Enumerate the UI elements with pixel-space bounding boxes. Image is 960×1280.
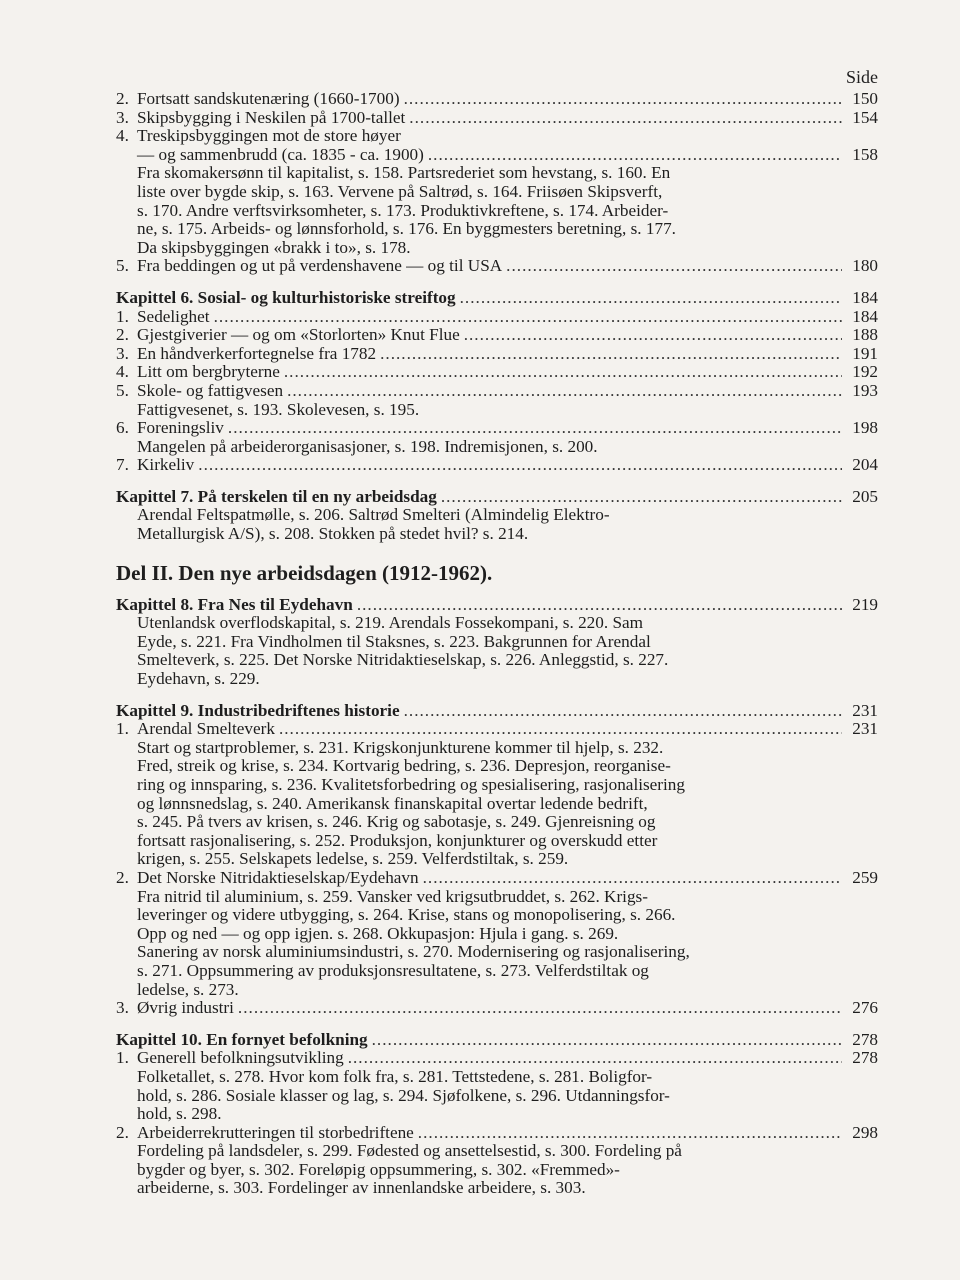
dot-leader [228,419,842,438]
toc-subtopics: Mangelen på arbeiderorganisasjoner, s. 198. Indremisjonen, s. 200. [137,436,598,456]
toc-subtopics: s. 170. Andre verftsvirksomheter, s. 173. Produktivkreftene, s. 174. Arbeider- [137,200,669,220]
entry-title: Generell befolkningsutvikling [137,1048,344,1068]
toc-subtopics: ring og innsparing, s. 236. Kvalitetsforbedring og spesialisering, rasjonalisering [137,775,685,794]
dot-leader [372,1031,842,1050]
page-number: 154 [852,107,878,127]
chapter-title: Kapittel 9. Industribedriftenes historie [116,700,400,720]
toc-entry [116,146,878,165]
entry-number: 7. [116,455,129,475]
toc-subtopics: ne, s. 175. Arbeids- og lønnsforhold, s. 176. En byggmesters beretning, s. 177. [137,219,676,239]
entry-number: 5. [116,380,129,400]
chapter-title: Kapittel 7. På terskelen til en ny arbeidsdag [116,486,437,506]
page-number: 188 [852,325,878,345]
toc-subtopics: fortsatt rasjonalisering, s. 252. Produksjon, konjunkturer og overskudd etter [137,830,658,850]
toc-entry [116,257,878,276]
entry-title: Arbeiderrekrutteringen til storbedriftene [137,1122,414,1142]
dot-leader [284,363,842,382]
toc-entry [116,456,878,475]
page-column-header: Side [845,67,878,87]
entry-number: 3. [116,998,129,1018]
entry-title: Gjestgiverier — og om «Storlorten» Knut Flue [137,325,460,345]
entry-title: Fortsatt sandskutenæring (1660-1700) [137,89,400,108]
dot-leader [198,456,842,475]
toc-subtopics: Fra skomakersønn til kapitalist, s. 158. Partsrederiet som hevstang, s. 160. En [137,163,671,183]
section-gap [116,1018,878,1031]
page-number: 276 [852,998,878,1018]
toc-subtopics: Da skipsbyggingen «brakk i to», s. 178. [137,237,411,257]
dot-leader [460,289,842,308]
entry-number: 1. [116,306,129,326]
dot-leader [409,109,842,128]
page-number: 184 [852,287,878,307]
dot-leader [441,488,842,507]
toc-entry [116,109,878,128]
toc-entry [116,999,878,1018]
entry-number: 6. [116,418,129,438]
page-number: 278 [852,1048,878,1068]
toc-subtopics: Sanering av norsk aluminiumsindustri, s. 270. Modernisering og rasjonalisering, [137,942,690,962]
entry-number: 5. [116,256,129,276]
toc-subtopics: arbeiderne, s. 303. Fordelinger av innenlandske arbeidere, s. 303. [137,1178,586,1198]
page-number: 278 [852,1029,878,1049]
chapter-entry [116,289,878,308]
page-number: 193 [852,380,878,400]
entry-title: Kirkeliv [137,455,195,475]
page-number: 180 [852,256,878,276]
page-number: 231 [852,700,878,720]
dot-leader [279,720,842,739]
entry-title: Skipsbygging i Neskilen på 1700-tallet [137,107,406,127]
section-gap [116,475,878,488]
section-gap [116,689,878,702]
toc-entry [116,1049,878,1068]
toc-subtopics: Opp og ned — og opp igjen. s. 268. Okkupasjon: Hjula i gang. s. 269. [137,923,619,943]
entry-title: Arendal Smelteverk [137,719,275,739]
entry-title: Øvrig industri [137,998,234,1018]
dot-leader [418,1124,842,1143]
dot-leader [348,1049,842,1068]
toc-entry [116,127,878,146]
toc-subtopics: Folketallet, s. 278. Hvor kom folk fra, s. 281. Tettstedene, s. 281. Boligfor- [137,1066,653,1086]
entry-number: 3. [116,343,129,363]
toc-subtopics: hold, s. 298. [137,1104,222,1124]
toc-subtopics: Arendal Feltspatmølle, s. 206. Saltrød Smelteri (Almindelig Elektro- [137,505,610,525]
dot-leader [423,869,842,888]
dot-leader [238,999,842,1018]
toc-subtopics: Fred, streik og krise, s. 234. Kortvarig bedring, s. 236. Depresjon, reorganise- [137,756,671,776]
page-number: 191 [852,343,878,363]
toc-entry [116,345,878,364]
page-number: 192 [852,362,878,382]
dot-leader [404,90,842,109]
chapter-entry [116,1031,878,1050]
page-number: 205 [852,486,878,506]
entry-title: Litt om bergbryterne [137,362,280,382]
toc-subtopics: s. 271. Oppsummering av produksjonsresultatene, s. 273. Velferdstiltak og [137,960,649,980]
chapter-title: Kapittel 6. Sosial- og kulturhistoriske streiftog [116,287,456,307]
toc-subtopics: bygder og byer, s. 302. Foreløpig oppsummering, s. 302. «Fremmed»- [137,1159,620,1179]
entry-title: En håndverkerfortegnelse fra 1782 [137,343,377,363]
entry-number: 2. [116,867,129,887]
toc-page [116,66,878,1198]
toc-entry [116,382,878,401]
toc-subtopics: og lønnsnedslag, s. 240. Amerikansk finanskapital overtar ledende bedrift, [137,793,648,813]
toc-entry [116,90,878,109]
dot-leader [214,308,842,327]
entry-number: 2. [116,89,129,108]
entry-number: 4. [116,126,129,146]
dot-leader [357,596,842,615]
toc-subtopics: Metallurgisk A/S), s. 208. Stokken på stedet hvil? s. 214. [137,524,529,544]
chapter-title: Kapittel 10. En fornyet befolkning [116,1029,368,1049]
toc-subtopics: Start og startproblemer, s. 231. Krigskonjunkturene kommer til hjelp, s. 232. [137,737,664,757]
chapter-entry [116,596,878,615]
entry-number: 2. [116,1122,129,1142]
toc-entry [116,308,878,327]
toc-subtopics: liste over bygde skip, s. 163. Vervene på Saltrød, s. 164. Friisøen Skipsverft, [137,181,663,201]
toc-subtopics: Smelteverk, s. 225. Det Norske Nitridaktieselskap, s. 226. Anleggstid, s. 227. [137,650,669,670]
page-number: 298 [852,1122,878,1142]
entry-title: Fra beddingen og ut på verdenshavene — og til USA [137,256,503,276]
toc-subtopics: Eyde, s. 221. Fra Vindholmen til Staksnes, s. 223. Bakgrunnen for Arendal [137,631,651,651]
page-number: 198 [852,418,878,438]
entry-title: Treskipsbyggingen mot de store høyer [137,126,401,146]
entry-title: — og sammenbrudd (ca. 1835 - ca. 1900) [137,144,424,164]
chapter-entry [116,702,878,721]
dot-leader [506,257,842,276]
entry-number: 1. [116,1048,129,1068]
toc-subtopics: hold, s. 286. Sosiale klasser og lag, s. 294. Sjøfolkene, s. 296. Utdanningsfor- [137,1085,670,1105]
entry-title: Det Norske Nitridaktieselskap/Eydehavn [137,867,419,887]
toc-subtopics: Fattigvesenet, s. 193. Skolevesen, s. 195. [137,399,420,419]
toc-entry [116,1124,878,1143]
page-number: 219 [852,594,878,614]
entry-title: Skole- og fattigvesen [137,380,284,400]
part-heading: Del II. Den nye arbeidsdagen (1912-1962). [116,560,493,585]
toc-subtopics: krigen, s. 255. Selskapets ledelse, s. 259. Velferdstiltak, s. 259. [137,849,569,869]
toc-entry [116,363,878,382]
toc-subtopics: leveringer og videre utbygging, s. 264. Krise, stans og monopolisering, s. 266. [137,905,676,925]
entry-number: 2. [116,325,129,345]
toc-entry [116,326,878,345]
toc-subtopics: Utenlandsk overflodskapital, s. 219. Arendals Fossekompani, s. 220. Sam [137,613,644,633]
section-gap [116,276,878,289]
toc-entry [116,720,878,739]
dot-leader [404,702,842,721]
page-number: 204 [852,455,878,475]
entry-number: 1. [116,719,129,739]
chapter-title: Kapittel 8. Fra Nes til Eydehavn [116,594,353,614]
dot-leader [428,146,842,165]
toc-subtopics: Fordeling på landsdeler, s. 299. Fødested og ansettelsestid, s. 300. Fordeling på [137,1141,682,1161]
page-number: 150 [852,89,878,108]
table-of-contents [116,90,878,1198]
entry-title: Foreningsliv [137,418,224,438]
page-number: 231 [852,719,878,739]
entry-title: Sedelighet [137,306,210,326]
entry-number: 3. [116,107,129,127]
page-number: 158 [852,144,878,164]
dot-leader [287,382,842,401]
toc-subtopics: Eydehavn, s. 229. [137,669,260,689]
toc-subtopics: ledelse, s. 273. [137,979,239,999]
entry-number: 4. [116,362,129,382]
toc-subtopics: Fra nitrid til aluminium, s. 259. Vansker ved krigsutbruddet, s. 262. Krigs- [137,886,648,906]
toc-subtopics: s. 245. På tvers av krisen, s. 246. Krig og sabotasje, s. 249. Gjenreisning og [137,812,656,832]
toc-entry [116,419,878,438]
page-number: 259 [852,867,878,887]
chapter-entry [116,488,878,507]
toc-entry [116,869,878,888]
page-number: 184 [852,306,878,326]
dot-leader [464,326,842,345]
dot-leader [380,345,842,364]
